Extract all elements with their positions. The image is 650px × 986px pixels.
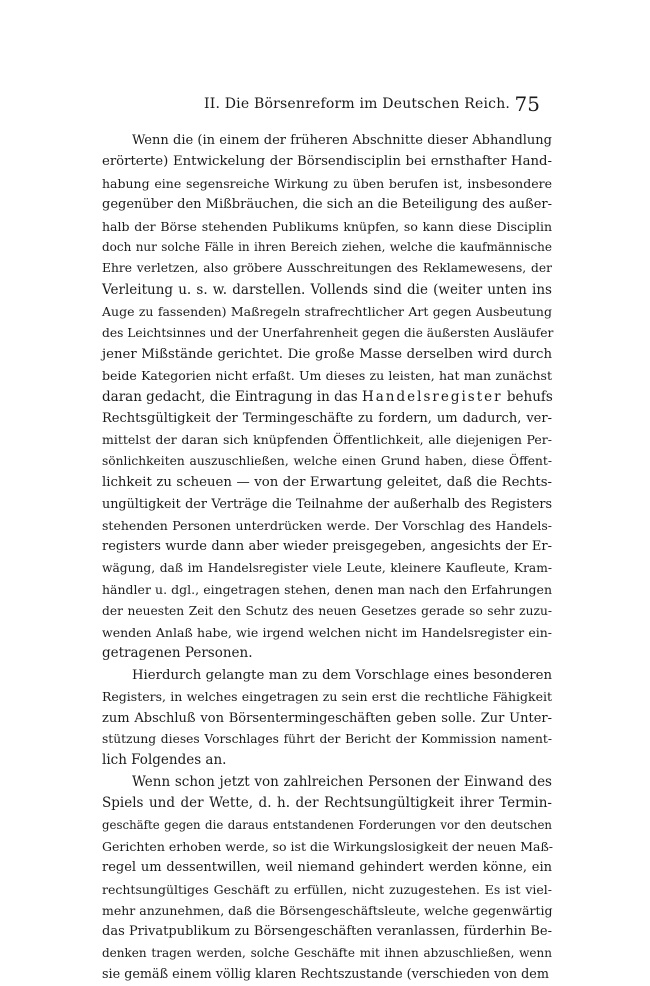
text-line: zum Abschluß von Börsentermingeschäften geben solle. Zur Unter-: [102, 710, 552, 726]
paragraph: [102, 772, 552, 986]
paragraph: [102, 665, 552, 772]
text-line: Gerichten erhoben werde, so ist die Wirkungslosigkeit der neuen Maß-: [102, 838, 554, 854]
text-line: mittelst der daran sich knüpfenden Öffentlichkeit, alle diejenigen Per-: [102, 432, 552, 448]
running-head: [100, 92, 550, 118]
text-line: ungültigkeit der Verträge die Teilnahme der außerhalb des Registers: [102, 496, 552, 512]
text-line: regel um dessentwillen, weil niemand gehindert werden könne, ein: [102, 860, 552, 876]
text-line: das Privatpublikum zu Börsengeschäften veranlassen, fürderhin Be-: [102, 924, 552, 940]
text-line: Auge zu fassenden) Maßregeln strafrechtlicher Art gegen Ausbeutung: [102, 304, 552, 320]
text-line: lichkeit zu scheuen — von der Erwartung geleitet, daß die Rechts-: [102, 475, 552, 491]
text-line: erörterte) Entwickelung der Börsendisciplin bei ernsthafter Hand-: [102, 154, 552, 170]
text-line: händler u. dgl., eingetragen stehen, denen man nach den Erfahrungen: [102, 582, 552, 598]
text-line: halb der Börse stehenden Publikums knüpfen, so kann diese Disciplin: [102, 218, 552, 234]
text-line: beide Kategorien nicht erfaßt. Um dieses zu leisten, hat man zunächst: [102, 368, 552, 384]
text-line: wenden Anlaß habe, wie irgend welchen nicht im Handelsregister ein-: [102, 624, 552, 640]
text-line: rechtsungültiges Geschäft zu erfüllen, nicht zuzugestehen. Es ist viel-: [102, 881, 552, 897]
text-line: denken tragen werden, solche Geschäfte mit ihnen abzuschließen, wenn: [102, 945, 552, 960]
page-number: 75: [514, 92, 540, 116]
text-line: lich Folgendes an.: [102, 752, 227, 769]
text-line: mehr anzunehmen, daß die Börsengeschäftsleute, welche gegenwärtig: [102, 903, 553, 919]
text-line: Registers, in welches eingetragen zu sein erst die rechtliche Fähigkeit: [102, 689, 552, 705]
text-line: geschäfte gegen die daraus entstandenen Forderungen vor den deutschen: [102, 817, 552, 832]
text-line: Wenn schon jetzt von zahlreichen Personen der Einwand des: [132, 773, 552, 790]
emphasized-word: Handelsregister: [361, 388, 503, 405]
text-line: wägung, daß im Handelsregister viele Leute, kleinere Kaufleute, Kram-: [102, 560, 552, 575]
text-line: der neuesten Zeit den Schutz des neuen Gesetzes gerade so sehr zuzu-: [102, 603, 552, 618]
text-line: stehenden Personen unterdrücken werde. Der Vorschlag des Handels-: [102, 518, 552, 534]
text-line: Spiels und der Wette, d. h. der Rechtsungültigkeit ihrer Termin-: [102, 795, 552, 812]
text-line: Wenn die (in einem der früheren Abschnitte dieser Abhandlung: [132, 133, 552, 148]
text-line: Rechtsgültigkeit der Termingeschäfte zu fordern, um dadurch, ver-: [102, 411, 552, 427]
body-text: [102, 130, 552, 986]
text-line: sönlichkeiten auszuschließen, welche einen Grund haben, diese Öffent-: [102, 453, 552, 468]
paragraph: [102, 130, 552, 665]
text-line: getragenen Personen.: [102, 645, 253, 662]
text-line: daran gedacht, die Eintragung in das Handelsregister behufs: [102, 388, 553, 405]
text-line: Verleitung u. s. w. darstellen. Vollends sind die (weiter unten ins: [102, 281, 552, 298]
text-line: des Leichtsinnes und der Unerfahrenheit gegen die äußersten Ausläufer: [102, 325, 554, 340]
text-line: Ehre verletzen, also gröbere Ausschreitungen des Reklamewesens, der: [102, 261, 552, 276]
text-line: habung eine segensreiche Wirkung zu üben berufen ist, insbesondere: [102, 175, 552, 191]
text-line: doch nur solche Fälle in ihren Bereich ziehen, welche die kaufmännische: [102, 239, 552, 254]
text-line: jener Mißstände gerichtet. Die große Masse derselben wird durch: [102, 346, 552, 362]
running-title: II. Die Börsenreform im Deutschen Reich.: [204, 96, 511, 112]
text-line: registers wurde dann aber wieder preisgegeben, angesichts der Er-: [102, 539, 552, 555]
text-line: Hierdurch gelangte man zu dem Vorschlage eines besonderen: [132, 667, 552, 683]
text-line: stützung dieses Vorschlages führt der Bericht der Kommission nament-: [102, 731, 552, 746]
text-line: gegenüber den Mißbräuchen, die sich an die Beteiligung des außer-: [102, 197, 553, 213]
text-line: sie gemäß einem völlig klaren Rechtszustande (verschieden von dem: [102, 967, 549, 983]
